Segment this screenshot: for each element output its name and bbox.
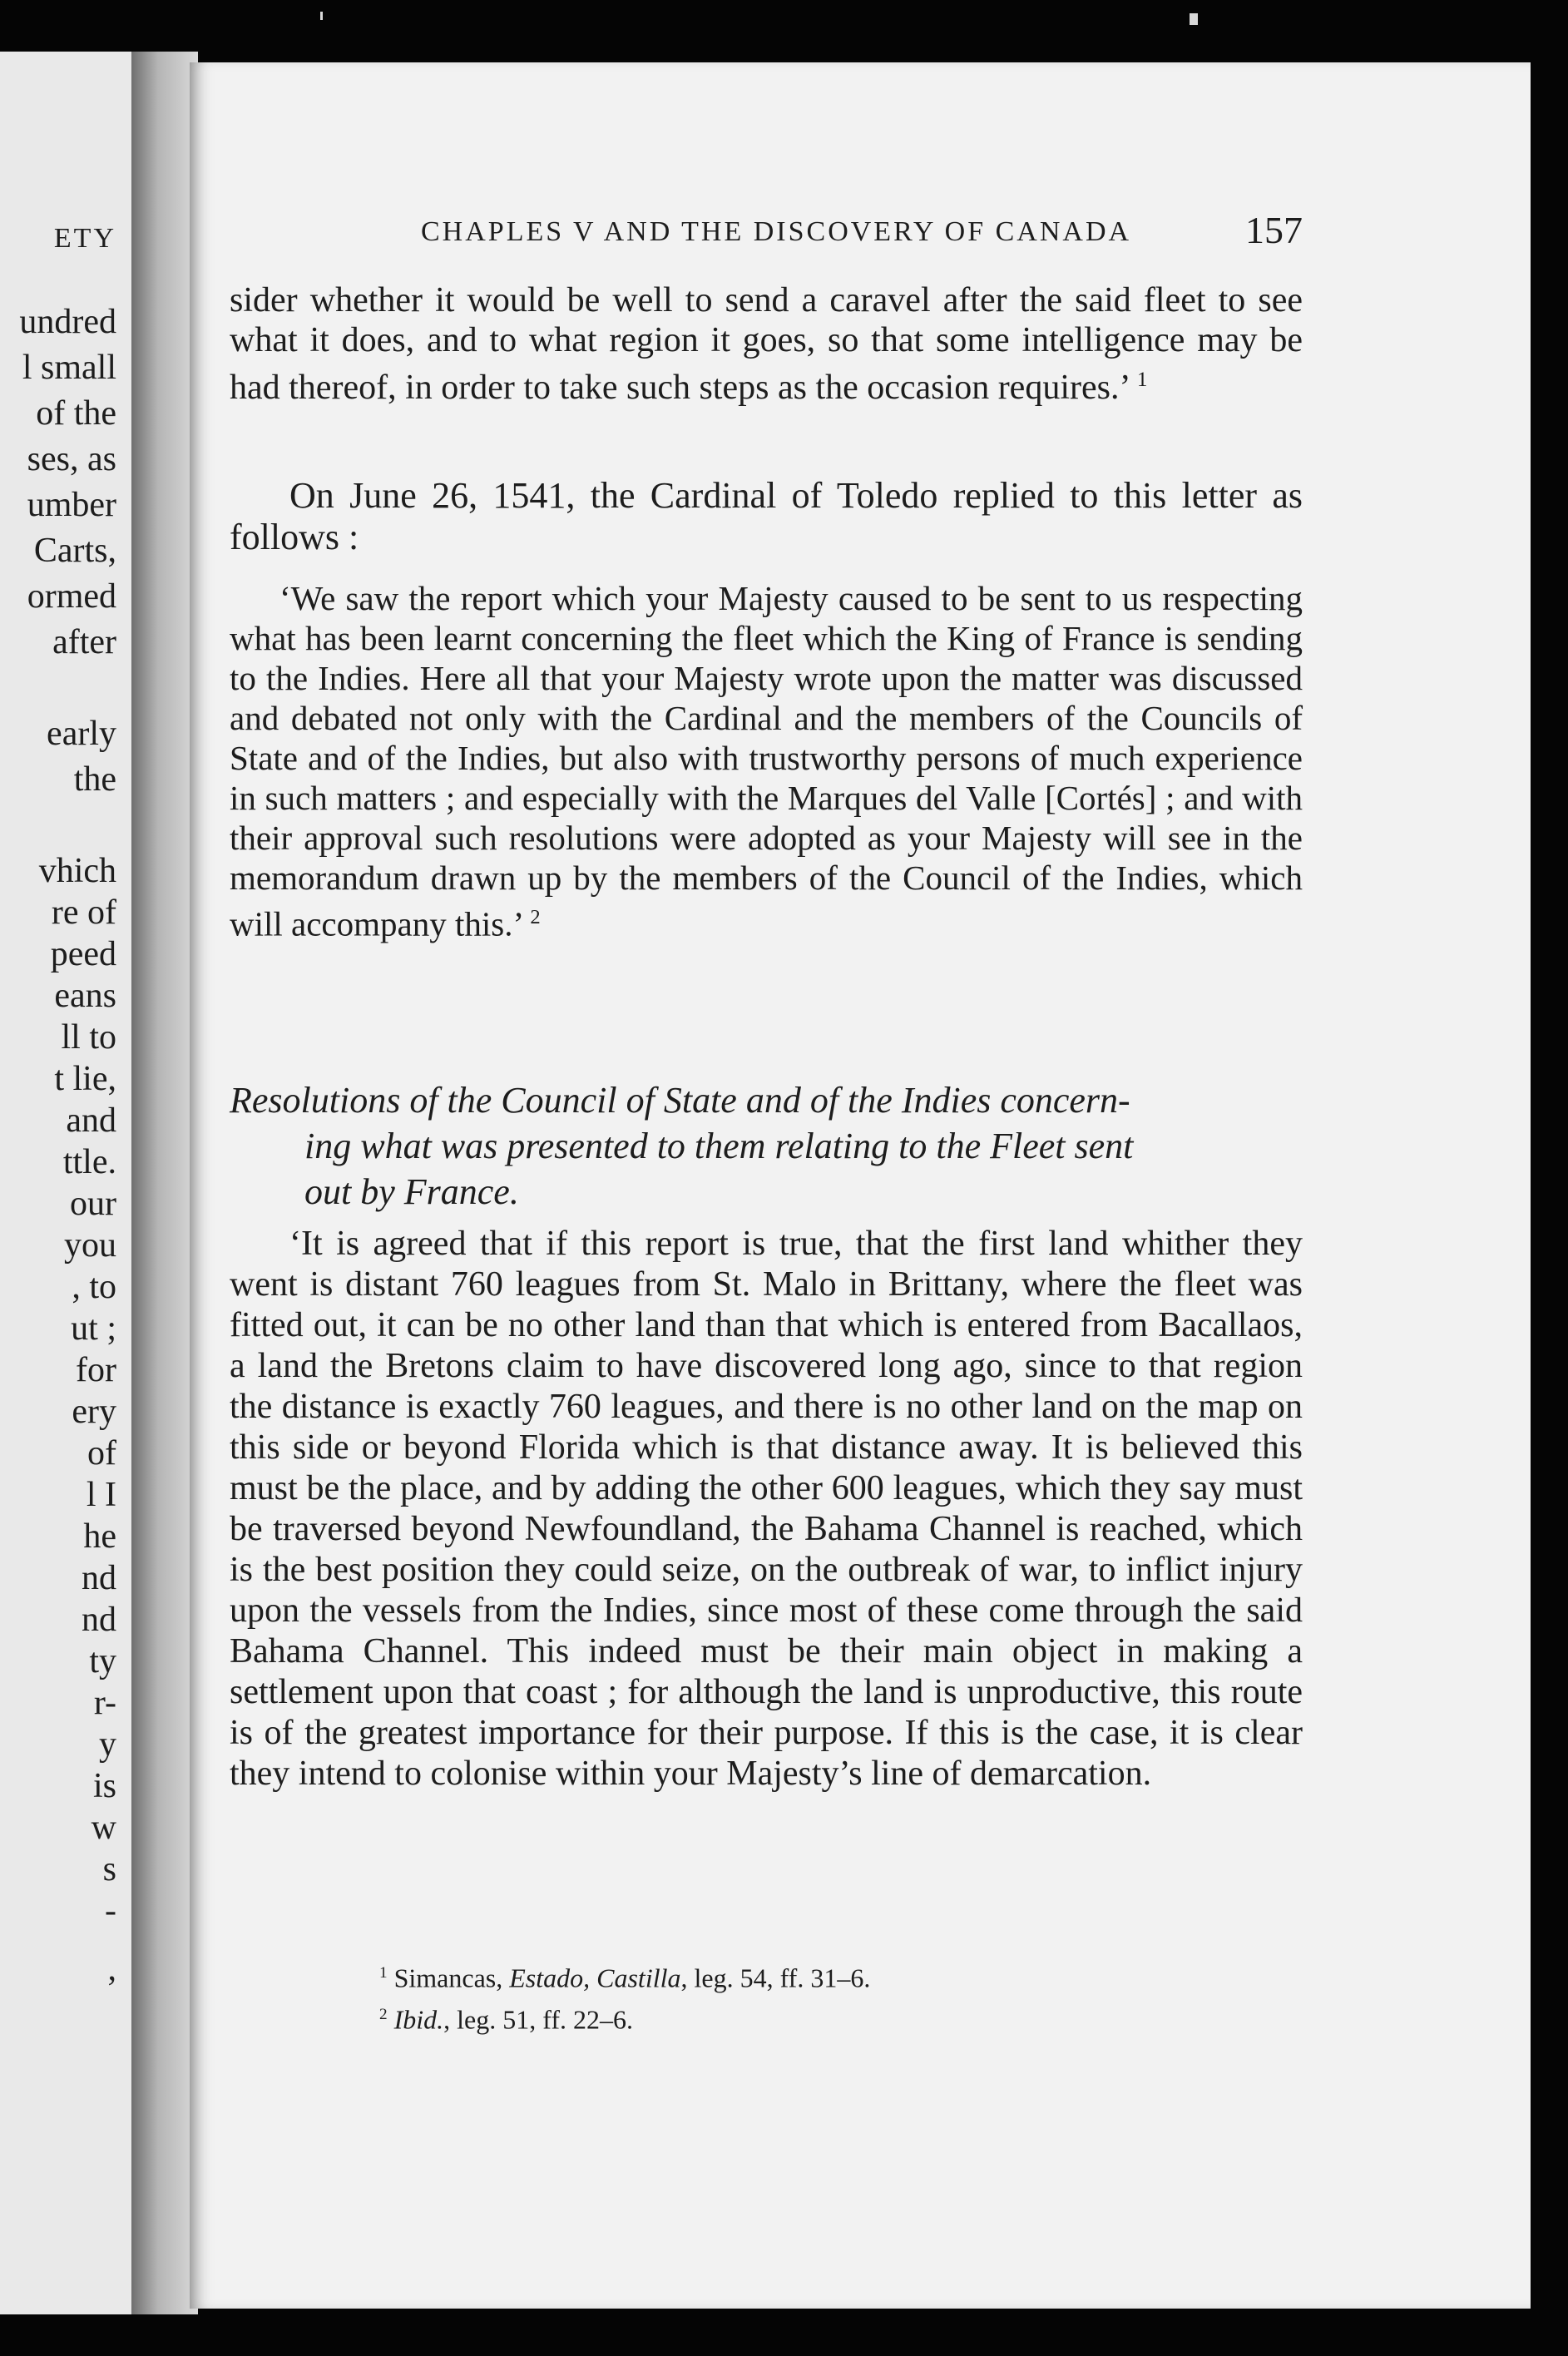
- facing-page-line: you: [64, 1226, 116, 1265]
- facing-page-line: nd: [82, 1601, 116, 1639]
- facing-page-line: after: [52, 623, 116, 661]
- scan-speck: [320, 12, 323, 20]
- footnote-text: , leg. 51, ff. 22–6.: [443, 2004, 633, 2035]
- facing-page-line: r-: [93, 1684, 116, 1722]
- facing-page-line: ,: [107, 1950, 116, 1988]
- facing-page-line: ty: [89, 1642, 116, 1680]
- paragraph-intro: On June 26, 1541, the Cardinal of Toledo replied to this letter as follows :: [230, 475, 1303, 557]
- facing-page-line: is: [92, 1767, 116, 1805]
- facing-page-line: ses, as: [27, 440, 116, 478]
- footnote-text: , leg. 54, ff. 31–6.: [680, 1963, 871, 1993]
- footnote-mark: 2: [379, 2005, 388, 2023]
- facing-page-line: l I: [86, 1476, 116, 1514]
- facing-page-line: , to: [72, 1268, 116, 1306]
- facing-page-line: re of: [51, 893, 116, 932]
- paragraph-continued: [230, 280, 1303, 408]
- facing-page-line: eans: [54, 977, 116, 1015]
- heading-line: ing what was presented to them relating to the Fleet sent: [304, 1126, 1134, 1166]
- facing-page-line: ut ;: [71, 1309, 116, 1348]
- footnote-text: Simancas,: [393, 1963, 510, 1993]
- footnotes: [379, 1955, 1211, 2037]
- footnote-mark: 1: [379, 1964, 388, 1982]
- footnote-source: Ibid.: [393, 2004, 444, 2035]
- facing-page-line: our: [70, 1185, 116, 1223]
- facing-page: [0, 52, 133, 2314]
- paragraph-text: sider whether it would be well to send a caravel after the said fleet to see what it does, and to what region it goes, so that some intelligence may be had thereof, in order to take such steps as the occasion requires.’: [230, 281, 1303, 407]
- footnote-1: [379, 1955, 1211, 1997]
- footnote-ref: 1: [1136, 369, 1148, 391]
- facing-page-line: ery: [72, 1393, 116, 1431]
- facing-page-line: -: [105, 1892, 116, 1930]
- facing-page-line: of: [87, 1434, 116, 1472]
- facing-page-line: y: [99, 1725, 116, 1764]
- resolution-paragraph: ‘It is agreed that if this report is true, that the first land whither they went is distant 760 leagues from St. Malo in Brittany, where the fleet was fitted out, it can be no other land than that which is entered from Bacallaos, a land the Bretons claim to have discovered long ago, since to that region the distance is exactly 760 leagues, and there is no other land on the map on this side or beyond Florida which is that distance away. It is believed this must be the place, and by adding the other 600 leagues, which they say must be traversed beyond Newfoundland, the Bahama Channel is reached, which is the best position they could seize, on the outbreak of war, to inflict injury upon the vessels from the Indies, since most of these come through the said Bahama Channel. This indeed must be their main object in making a settlement upon that coast ; for although the land is unproductive, this route is of the greatest importance for their purpose. If this is the case, it is clear they intend to colonise within your Majesty’s line of demarcation.: [230, 1225, 1303, 1793]
- facing-page-line: l small: [22, 349, 116, 387]
- facing-page-line: w: [91, 1809, 116, 1847]
- heading-line: out by France.: [304, 1171, 519, 1212]
- facing-page-line: ttle.: [62, 1143, 116, 1181]
- facing-page-line: undred: [19, 303, 116, 341]
- facing-page-line: nd: [82, 1559, 116, 1597]
- facing-page-line: for: [76, 1351, 116, 1389]
- facing-page-line: of the: [36, 394, 116, 433]
- section-heading: [230, 1077, 1303, 1215]
- footnote-2: [379, 1997, 1211, 2038]
- quote-text: ‘We saw the report which your Majesty caused to be sent to us respecting what has been learnt concerning the fleet which the King of France is sending to the Indies. Here all that your Majesty wrote upon the matter was discussed and debated not only with the Cardinal and the members of the Councils of State and of the Indies, but also with trustworthy persons of much experience in such matters ; and especially with the Marques del Valle [Cortés] ; and with their approval such resolutions were adopted as your Majesty will see in the memorandum drawn up by the members of the Council of the Indies, which will accompany this.’: [230, 579, 1303, 943]
- page-number: 157: [1245, 209, 1303, 251]
- scan-speck: [1190, 13, 1198, 25]
- facing-page-line: peed: [50, 935, 116, 973]
- facing-page-line: ll to: [61, 1018, 116, 1057]
- heading-line: Resolutions of the Council of State and of the Indies concern-: [230, 1080, 1130, 1121]
- footnote-ref: 2: [530, 906, 541, 928]
- book-gutter: [131, 52, 198, 2314]
- running-head: CHAPLES V AND THE DISCOVERY OF CANADA: [421, 216, 1132, 247]
- book-page: [190, 62, 1531, 2309]
- facing-page-line: t lie,: [54, 1060, 116, 1098]
- facing-page-line: ormed: [27, 577, 116, 616]
- facing-page-line: ETY: [53, 223, 116, 254]
- facing-page-line: early: [47, 715, 116, 753]
- facing-page-line: s: [102, 1850, 116, 1888]
- facing-page-line: he: [83, 1517, 116, 1556]
- footnote-source: Estado, Castilla: [509, 1963, 681, 1993]
- facing-page-line: vhich: [38, 852, 116, 890]
- facing-page-line: and: [66, 1101, 116, 1140]
- facing-page-line: Carts,: [33, 532, 116, 570]
- facing-page-line: the: [73, 760, 116, 799]
- facing-page-line: umber: [27, 486, 116, 524]
- block-quote: [230, 578, 1303, 944]
